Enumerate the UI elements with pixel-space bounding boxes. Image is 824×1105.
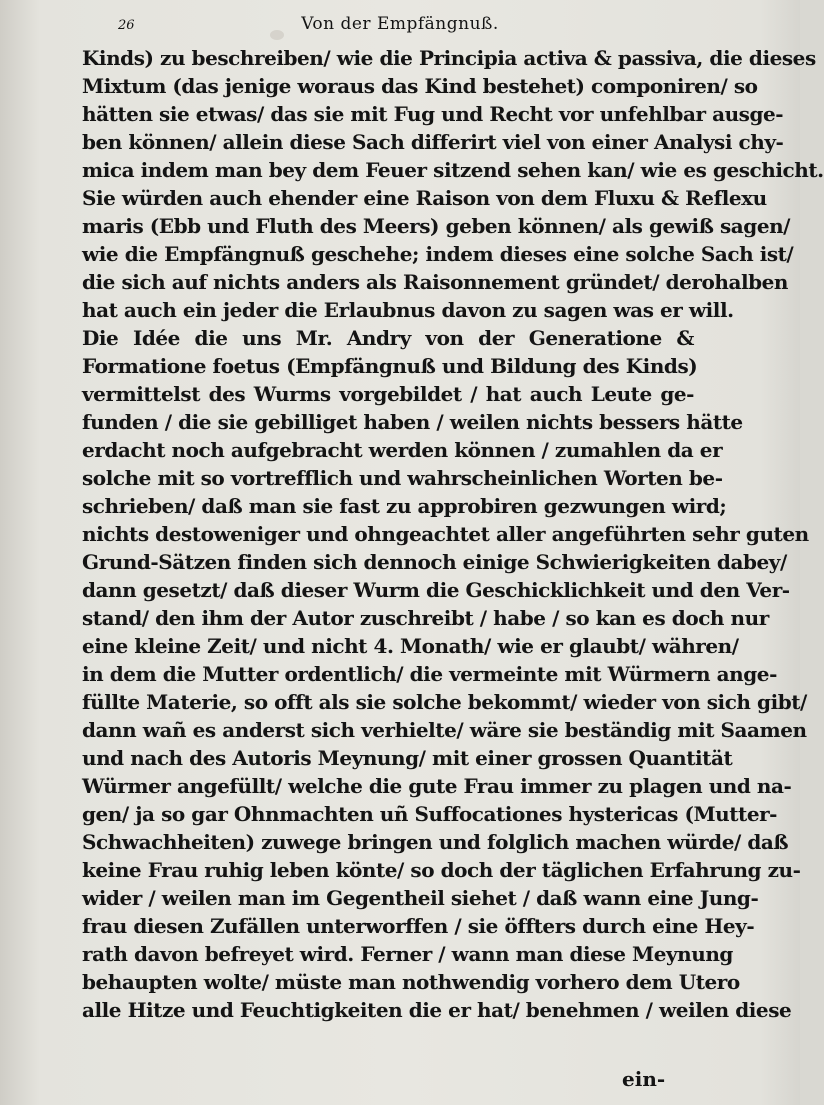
text-line: dann gesetzt/ daß dieser Wurm die Geschicklichkeit und den Ver-: [82, 578, 790, 602]
text-line: Sie würden auch ehender eine Raison von dem Fluxu & Reflexu: [82, 186, 767, 210]
text-line: Kinds) zu beschreiben/ wie die Principia activa & passiva, die dieses: [82, 46, 816, 70]
text-line: Die Idée die uns Mr. Andry von der Generatione &: [82, 326, 694, 350]
text-line: solche mit so vortrefflich und wahrscheinlichen Worten be-: [82, 466, 723, 490]
page-number: 26: [118, 18, 135, 33]
text-line: dann wañ es anderst sich verhielte/ wäre sie beständig mit Saamen: [82, 718, 807, 742]
text-line: ben können/ allein diese Sach differirt viel von einer Analysi chy-: [82, 130, 784, 154]
text-line: behaupten wolte/ müste man nothwendig vorhero dem Utero: [82, 970, 740, 994]
text-line: maris (Ebb und Fluth des Meers) geben können/ als gewiß sagen/: [82, 214, 791, 238]
text-line: Schwachheiten) zuwege bringen und folglich machen würde/ daß: [82, 830, 789, 854]
text-line: wider / weilen man im Gegentheil siehet / daß wann eine Jung-: [82, 886, 759, 910]
text-line: nichts destoweniger und ohngeachtet aller angeführten sehr guten: [82, 522, 809, 546]
text-line: rath davon befreyet wird. Ferner / wann man diese Meynung: [82, 942, 733, 966]
text-line: Würmer angefüllt/ welche die gute Frau immer zu plagen und na-: [82, 774, 792, 798]
text-line: in dem die Mutter ordentlich/ die vermeinte mit Würmern ange-: [82, 662, 777, 686]
text-line: schrieben/ daß man sie fast zu approbiren gezwungen wird;: [82, 494, 727, 518]
text-line: eine kleine Zeit/ und nicht 4. Monath/ wie er glaubt/ währen/: [82, 634, 739, 658]
text-line: frau diesen Zufällen unterworffen / sie öffters durch eine Hey-: [82, 914, 755, 938]
text-line: vermittelst des Wurms vorgebildet / hat auch Leute ge-: [82, 382, 694, 406]
text-line: gen/ ja so gar Ohnmachten uñ Suffocationes hystericas (Mutter-: [82, 802, 778, 826]
text-line: hat auch ein jeder die Erlaubnus davon zu sagen was er will.: [82, 298, 734, 322]
text-line: wie die Empfängnuß geschehe; indem dieses eine solche Sach ist/: [82, 242, 794, 266]
text-line: und nach des Autoris Meynung/ mit einer grossen Quantität: [82, 746, 733, 770]
running-title: Von der Empfängnuß.: [301, 14, 499, 34]
text-line: stand/ den ihm der Autor zuschreibt / habe / so kan es doch nur: [82, 606, 769, 630]
text-line: mica indem man bey dem Feuer sitzend sehen kan/ wie es geschicht.: [82, 158, 824, 182]
body-text: [82, 44, 824, 1024]
text-line: Formatione foetus (Empfängnuß und Bildung des Kinds): [82, 354, 698, 378]
text-line: die sich auf nichts anders als Raisonnement gründet/ derohalben: [82, 270, 789, 294]
page-header: [0, 10, 800, 40]
text-line: erdacht noch aufgebracht werden können / zumahlen da er: [82, 438, 723, 462]
catchword: ein-: [622, 1067, 666, 1091]
text-line: Mixtum (das jenige woraus das Kind bestehet) componiren/ so: [82, 74, 758, 98]
text-line: Grund-Sätzen finden sich dennoch einige Schwierigkeiten dabey/: [82, 550, 787, 574]
text-line: keine Frau ruhig leben könte/ so doch der täglichen Erfahrung zu-: [82, 858, 801, 882]
text-line: hätten sie etwas/ das sie mit Fug und Recht vor unfehlbar ausge-: [82, 102, 784, 126]
text-line: funden / die sie gebilliget haben / weilen nichts bessers hätte: [82, 410, 743, 434]
text-line: alle Hitze und Feuchtigkeiten die er hat/ benehmen / weilen diese: [82, 998, 792, 1022]
text-line: füllte Materie, so offt als sie solche bekommt/ wieder von sich gibt/: [82, 690, 807, 714]
